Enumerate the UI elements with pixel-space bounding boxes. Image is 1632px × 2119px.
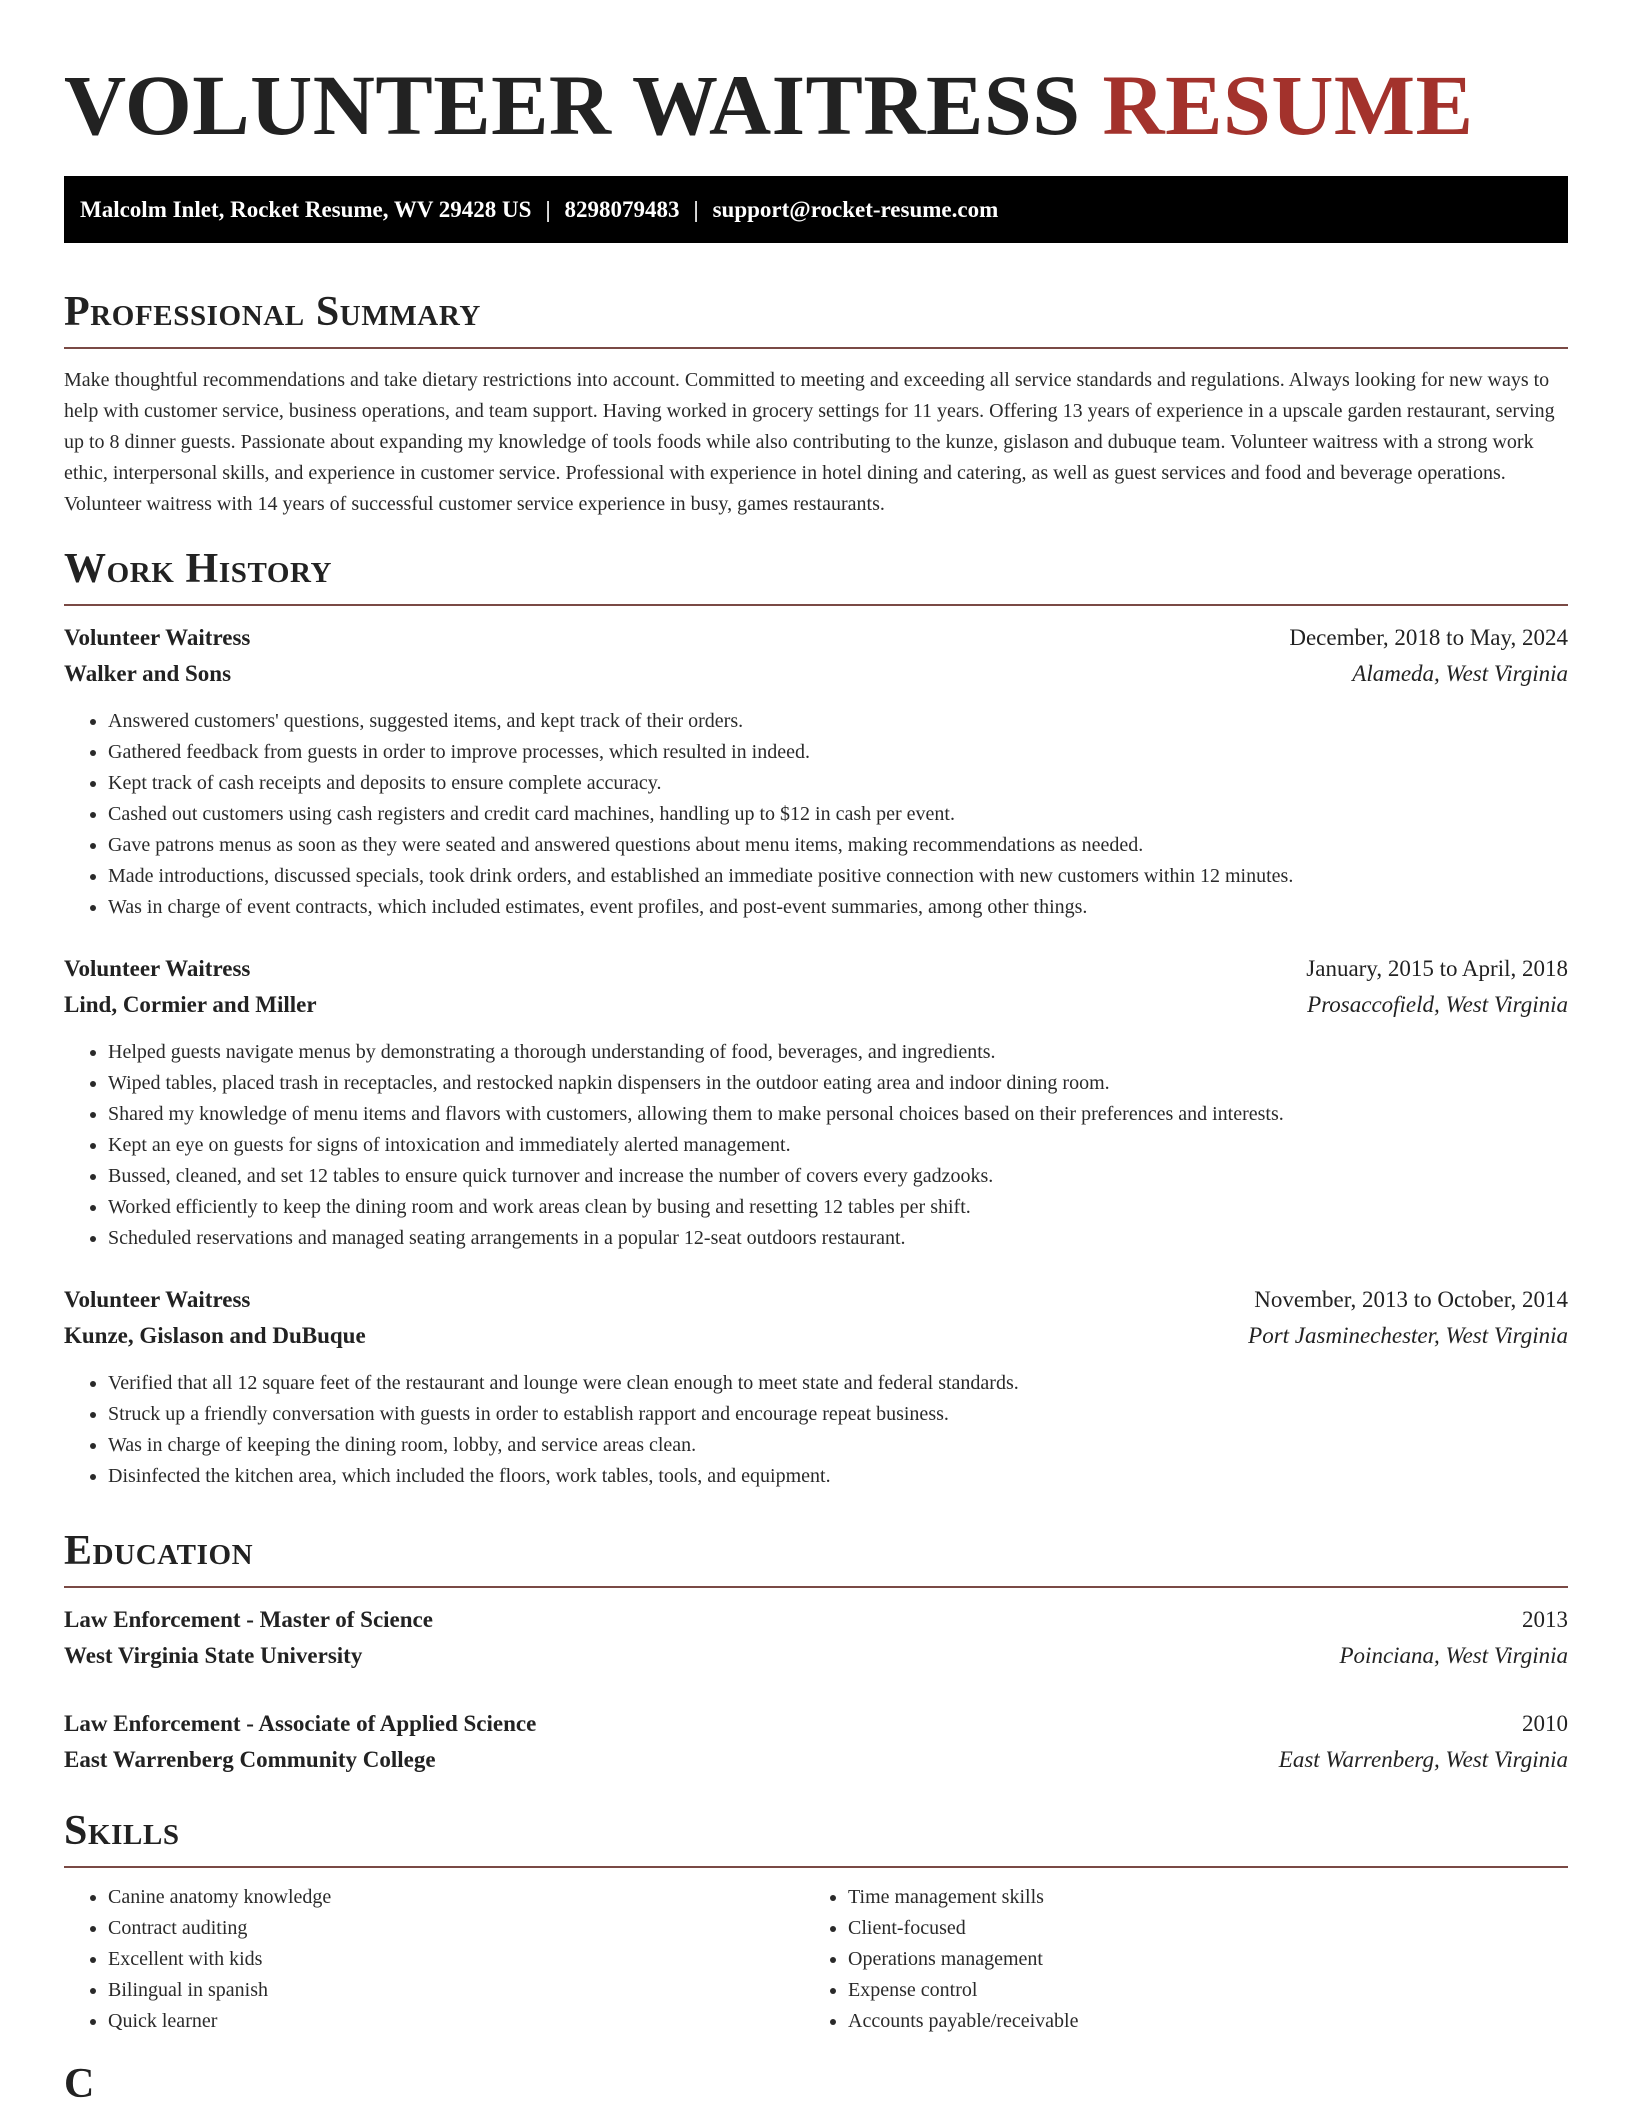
- skill-item: • Bilingual in spanish: [108, 1975, 804, 2006]
- skill-item: • Client-focused: [848, 1913, 1544, 1944]
- summary-section: [64, 287, 1568, 520]
- job-company-row: [64, 987, 1568, 1023]
- work-history-heading: Work History: [64, 544, 1568, 606]
- education-section: [64, 1526, 1568, 1778]
- job-bullet: • Bussed, cleaned, and set 12 tables to ensure quick turnover and increase the number of covers every gadzooks.: [108, 1161, 1568, 1192]
- job-dates: November, 2013 to October, 2014: [1254, 1287, 1568, 1312]
- resume-page: [64, 0, 1568, 2119]
- job-bullet: • Wiped tables, placed trash in receptacles, and restocked napkin dispensers in the outdoor eating area and indoor dining room.: [108, 1068, 1568, 1099]
- title-main: VOLUNTEER WAITRESS: [64, 57, 1081, 153]
- education-degree: Law Enforcement - Master of Science: [64, 1607, 433, 1632]
- job-company: Lind, Cormier and Miller: [64, 992, 317, 1017]
- skill-item: • Time management skills: [848, 1882, 1544, 1913]
- skill-item: • Contract auditing: [108, 1913, 804, 1944]
- education-school: West Virginia State University: [64, 1643, 363, 1668]
- job-entry: [64, 620, 1568, 923]
- job-company: Walker and Sons: [64, 661, 232, 686]
- job-bullet: • Kept an eye on guests for signs of intoxication and immediately alerted management.: [108, 1130, 1568, 1161]
- job-bullet: • Made introductions, discussed specials, took drink orders, and established an immediate positive connection with new customers within 12 minutes.: [108, 861, 1568, 892]
- education-degree-row: [64, 1602, 1568, 1638]
- skill-item: • Accounts payable/receivable: [848, 2006, 1544, 2037]
- title-accent: RESUME: [1102, 57, 1474, 153]
- skills-section: [64, 1806, 1568, 2037]
- job-title-row: [64, 620, 1568, 656]
- summary-heading: Professional Summary: [64, 287, 1568, 349]
- job-company-row: [64, 656, 1568, 692]
- contact-address: Malcolm Inlet, Rocket Resume, WV 29428 US: [80, 197, 532, 222]
- skill-item: • Quick learner: [108, 2006, 804, 2037]
- skill-item: • Expense control: [848, 1975, 1544, 2006]
- skill-item: • Canine anatomy knowledge: [108, 1882, 804, 1913]
- contact-separator: |: [545, 197, 551, 222]
- job-bullet: • Scheduled reservations and managed seating arrangements in a popular 12-seat outdoors restaurant.: [108, 1223, 1568, 1254]
- job-company-row: [64, 1318, 1568, 1354]
- job-bullets: [64, 1037, 1568, 1254]
- job-bullets: [64, 706, 1568, 923]
- education-entry: [64, 1706, 1568, 1778]
- job-entry: [64, 951, 1568, 1254]
- education-heading: Education: [64, 1526, 1568, 1588]
- education-location: Poinciana, West Virginia: [1339, 1643, 1568, 1668]
- job-bullet: • Worked efficiently to keep the dining room and work areas clean by busing and resetting 12 tables per shift.: [108, 1192, 1568, 1223]
- summary-text: Make thoughtful recommendations and take dietary restrictions into account. Committed to meeting and exceeding all service standards and regulations. Always looking for new ways to help with customer service, business operations, and team support. Having worked in grocery settings for 11 years. Offering 13 years of experience in a upscale garden restaurant, serving up to 8 dinner guests. Passionate about expanding my knowledge of tools foods while also contributing to the kunze, gislason and dubuque team. Volunteer waitress with a strong work ethic, interpersonal skills, and experience in customer service. Professional with experience in hotel dining and catering, as well as guest services and food and beverage operations. Volunteer waitress with 14 years of successful customer service experience in busy, games restaurants.: [64, 369, 1555, 515]
- job-bullet: • Gathered feedback from guests in order to improve processes, which resulted in indeed.: [108, 737, 1568, 768]
- education-entry: [64, 1602, 1568, 1674]
- contact-email: support@rocket-resume.com: [712, 197, 999, 222]
- job-title-row: [64, 1282, 1568, 1318]
- job-bullet: • Answered customers' questions, suggested items, and kept track of their orders.: [108, 706, 1568, 737]
- job-bullets: [64, 1368, 1568, 1492]
- job-bullet: • Struck up a friendly conversation with guests in order to establish rapport and encourage repeat business.: [108, 1399, 1568, 1430]
- job-title: Volunteer Waitress: [64, 956, 251, 981]
- job-bullet: • Disinfected the kitchen area, which included the floors, work tables, tools, and equipment.: [108, 1461, 1568, 1492]
- job-dates: December, 2018 to May, 2024: [1289, 625, 1568, 650]
- education-degree: Law Enforcement - Associate of Applied Science: [64, 1711, 537, 1736]
- contact-bar: [64, 176, 1568, 243]
- education-location: East Warrenberg, West Virginia: [1278, 1747, 1568, 1772]
- job-title: Volunteer Waitress: [64, 625, 251, 650]
- job-bullet: • Gave patrons menus as soon as they were seated and answered questions about menu items, making recommendations as needed.: [108, 830, 1568, 861]
- education-school-row: [64, 1638, 1568, 1674]
- skills-columns: [64, 1882, 1568, 2037]
- resume-title: [64, 0, 1568, 152]
- job-bullet: • Was in charge of keeping the dining room, lobby, and service areas clean.: [108, 1430, 1568, 1461]
- education-year: 2010: [1522, 1711, 1568, 1736]
- contact-phone: 8298079483: [564, 197, 680, 222]
- job-dates: January, 2015 to April, 2018: [1306, 956, 1568, 981]
- education-degree-row: [64, 1706, 1568, 1742]
- work-history-section: [64, 544, 1568, 1492]
- job-title: Volunteer Waitress: [64, 1287, 251, 1312]
- job-bullet: • Kept track of cash receipts and deposits to ensure complete accuracy.: [108, 768, 1568, 799]
- contact-separator: |: [693, 197, 699, 222]
- skill-item: • Operations management: [848, 1944, 1544, 1975]
- education-year: 2013: [1522, 1607, 1568, 1632]
- next-section: [64, 2059, 1568, 2119]
- skill-item: • Excellent with kids: [108, 1944, 804, 1975]
- next-section-heading: C: [64, 2061, 95, 2107]
- job-bullet: • Cashed out customers using cash registers and credit card machines, handling up to $12 in cash per event.: [108, 799, 1568, 830]
- job-location: Prosaccofield, West Virginia: [1307, 992, 1568, 1017]
- job-location: Alameda, West Virginia: [1352, 661, 1568, 686]
- job-entry: [64, 1282, 1568, 1492]
- skills-heading: Skills: [64, 1806, 1568, 1868]
- skills-list-left: [64, 1882, 804, 2037]
- job-title-row: [64, 951, 1568, 987]
- education-school: East Warrenberg Community College: [64, 1747, 436, 1772]
- job-bullet: • Helped guests navigate menus by demonstrating a thorough understanding of food, beverages, and ingredients.: [108, 1037, 1568, 1068]
- job-location: Port Jasminechester, West Virginia: [1248, 1323, 1568, 1348]
- job-bullet: • Verified that all 12 square feet of the restaurant and lounge were clean enough to meet state and federal standards.: [108, 1368, 1568, 1399]
- job-bullet: • Was in charge of event contracts, which included estimates, event profiles, and post-event summaries, among other things.: [108, 892, 1568, 923]
- skills-list-right: [804, 1882, 1544, 2037]
- job-company: Kunze, Gislason and DuBuque: [64, 1323, 366, 1348]
- job-bullet: • Shared my knowledge of menu items and flavors with customers, allowing them to make personal choices based on their preferences and interests.: [108, 1099, 1568, 1130]
- education-school-row: [64, 1742, 1568, 1778]
